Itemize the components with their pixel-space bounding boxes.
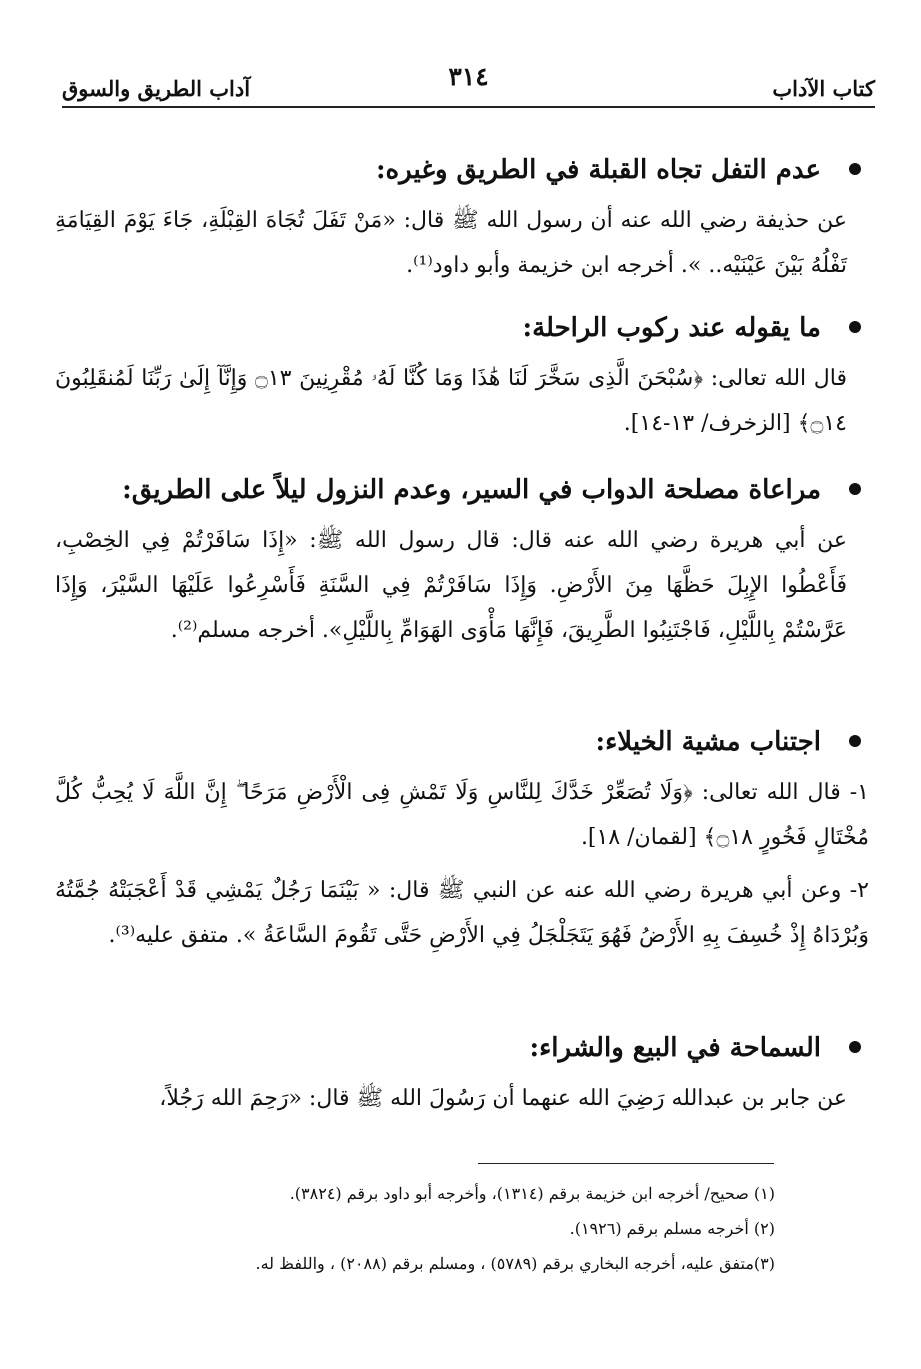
- section-heading: مراعاة مصلحة الدواب في السير، وعدم النزول ليلاً على الطريق:: [122, 475, 821, 505]
- section-text: عن جابر بن عبدالله رَضِيَ الله عنهما أن رَسُولَ الله ﷺ قال: «رَحِمَ الله رَجُلاً،: [159, 1086, 847, 1111]
- section-trade: [55, 1028, 869, 1121]
- section-title: آداب الطريق والسوق: [62, 76, 251, 101]
- footnote: (١) صحيح/ أخرجه ابن خزيمة برقم (١٣١٤)، وأخرجه أبو داود برقم (٣٨٢٤).: [289, 1184, 775, 1203]
- footnote-separator: [478, 1163, 774, 1164]
- section-spitting: [55, 150, 869, 288]
- footnote: (٢) أخرجه مسلم برقم (١٩٢٦).: [569, 1219, 775, 1238]
- bullet-icon: [849, 735, 861, 747]
- section-arrogance: [55, 722, 869, 958]
- list-item: ١- قال الله تعالى: ﴿وَلَا تُصَعِّرْ خَدَّكَ لِلنَّاسِ وَلَا تَمْشِ فِى الْأَرْضِ مَرَحًا ۖ إِنَّ اللَّهَ لَا يُحِبُّ كُلَّ مُخْتَالٍ فَخُورٍ ۝١٨﴾ [لقمان/ ١٨].: [55, 780, 869, 850]
- section-heading: ما يقوله عند ركوب الراحلة:: [522, 313, 821, 343]
- running-header: [62, 62, 875, 108]
- section-text: عن حذيفة رضي الله عنه أن رسول الله ﷺ قال: «مَنْ تَفَلَ تُجَاهَ القِبْلَةِ، جَاءَ يَوْمَ القِيَامَةِ تَفْلُهُ بَيْنَ عَيْنَيْه.. ». أخرجه ابن خزيمة وأبو داود⁽¹⁾.: [55, 208, 847, 278]
- section-text: قال الله تعالى: ﴿سُبْحَنَ الَّذِى سَخَّرَ لَنَا هَٰذَا وَمَا كُنَّا لَهُۥ مُقْرِنِينَ ۝١٣ وَإِنَّآ إِلَىٰ رَبِّنَا لَمُنقَلِبُونَ ۝١٤﴾ [الزخرف/ ١٣-١٤].: [55, 366, 847, 436]
- list-item: ٢- وعن أبي هريرة رضي الله عنه عن النبي ﷺ قال: « بَيْنَمَا رَجُلٌ يَمْشِي قَدْ أَعْجَبَتْهُ جُمَّتُهُ وَبُرْدَاهُ إِذْ خُسِفَ بِهِ الأَرْضُ فَهُوَ يَتَجَلْجَلُ فِي الأَرْضِ حَتَّى تَقُومَ السَّاعَةُ ». متفق عليه⁽³⁾.: [55, 878, 869, 948]
- page-number: ٣١٤: [448, 62, 489, 91]
- section-text: عن أبي هريرة رضي الله عنه قال: قال رسول الله ﷺ: «إِذَا سَافَرْتُمْ فِي الخِصْبِ، فَأَعْطُوا الإِبِلَ حَظَّهَا مِنَ الأَرْضِ. وَإِذَا سَافَرْتُمْ فِي السَّنَةِ فَأَسْرِعُوا عَلَيْهَا السَّيْرَ، وَإِذَا عَرَّسْتُمْ بِاللَّيْلِ، فَاجْتَنِبُوا الطَّرِيقَ، فَإِنَّهَا مَأْوَى الهَوَامِّ بِاللَّيْلِ». أخرجه مسلم⁽²⁾.: [55, 528, 847, 643]
- section-animals: [55, 470, 869, 653]
- section-heading: اجتناب مشية الخيلاء:: [595, 727, 821, 757]
- section-heading: السماحة في البيع والشراء:: [529, 1033, 821, 1063]
- section-riding: [55, 308, 869, 446]
- bullet-icon: [849, 163, 861, 175]
- bullet-icon: [849, 1041, 861, 1053]
- footnotes: [200, 1176, 775, 1281]
- footnote: (٣)متفق عليه، أخرجه البخاري برقم (٥٧٨٩) ، ومسلم برقم (٢٠٨٨) ، واللفظ له.: [255, 1254, 775, 1273]
- bullet-icon: [849, 321, 861, 333]
- bullet-icon: [849, 483, 861, 495]
- chapter-title: كتاب الآداب: [772, 76, 875, 101]
- section-heading: عدم التفل تجاه القبلة في الطريق وغيره:: [375, 155, 821, 185]
